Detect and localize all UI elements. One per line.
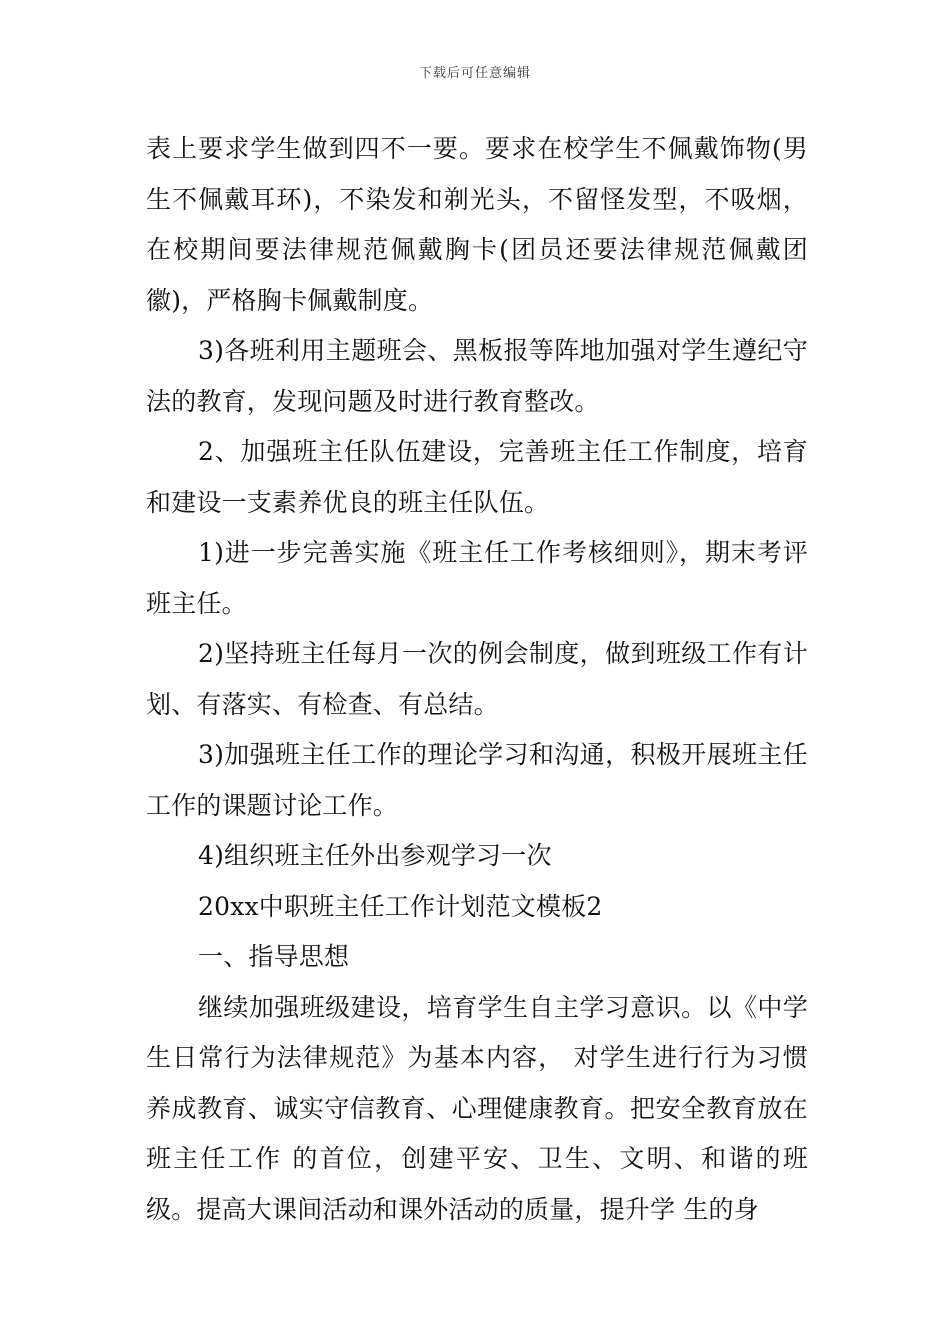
paragraph-5: 2)坚持班主任每月一次的例会制度，做到班级工作有计划、有落实、有检查、有总结。	[146, 639, 808, 719]
page-header-note: 下载后可任意编辑	[418, 66, 531, 81]
document-body	[146, 124, 808, 1235]
paragraph-3: 2、加强班主任队伍建设，完善班主任工作制度，培育和建设一支素养优良的班主任队伍。	[146, 437, 808, 517]
paragraph-10: 继续加强班级建设，培育学生自主学习意识。以《中学生日常行为法律规范》为基本内容， 对学生进行行为习惯养成教育、诚实守信教育、心理健康教育。把安全教育放在班主任工作 的首位，创建平安、卫生、文明、和谐的班级。提高大课间活动和课外活动的质量，提升学 生的身	[146, 992, 808, 1224]
paragraph-6: 3)加强班主任工作的理论学习和沟通，积极开展班主任工作的课题讨论工作。	[146, 740, 808, 820]
section-title-template-2: 20xx中职班主任工作计划范文模板2	[198, 891, 603, 921]
section-heading-guiding-thought: 一、指导思想	[198, 942, 350, 971]
paragraph-2: 3)各班利用主题班会、黑板报等阵地加强对学生遵纪守法的教育，发现问题及时进行教育整改。	[146, 336, 808, 416]
paragraph-1: 表上要求学生做到四不一要。要求在校学生不佩戴饰物(男生不佩戴耳环)，不染发和剃光头，不留怪发型，不吸烟，在校期间要法律规范佩戴胸卡(团员还要法律规范佩戴团徽)，严格胸卡佩戴制度。	[146, 134, 808, 315]
paragraph-4: 1)进一步完善实施《班主任工作考核细则》，期末考评班主任。	[146, 538, 808, 618]
paragraph-7: 4)组织班主任外出参观学习一次	[198, 841, 552, 870]
